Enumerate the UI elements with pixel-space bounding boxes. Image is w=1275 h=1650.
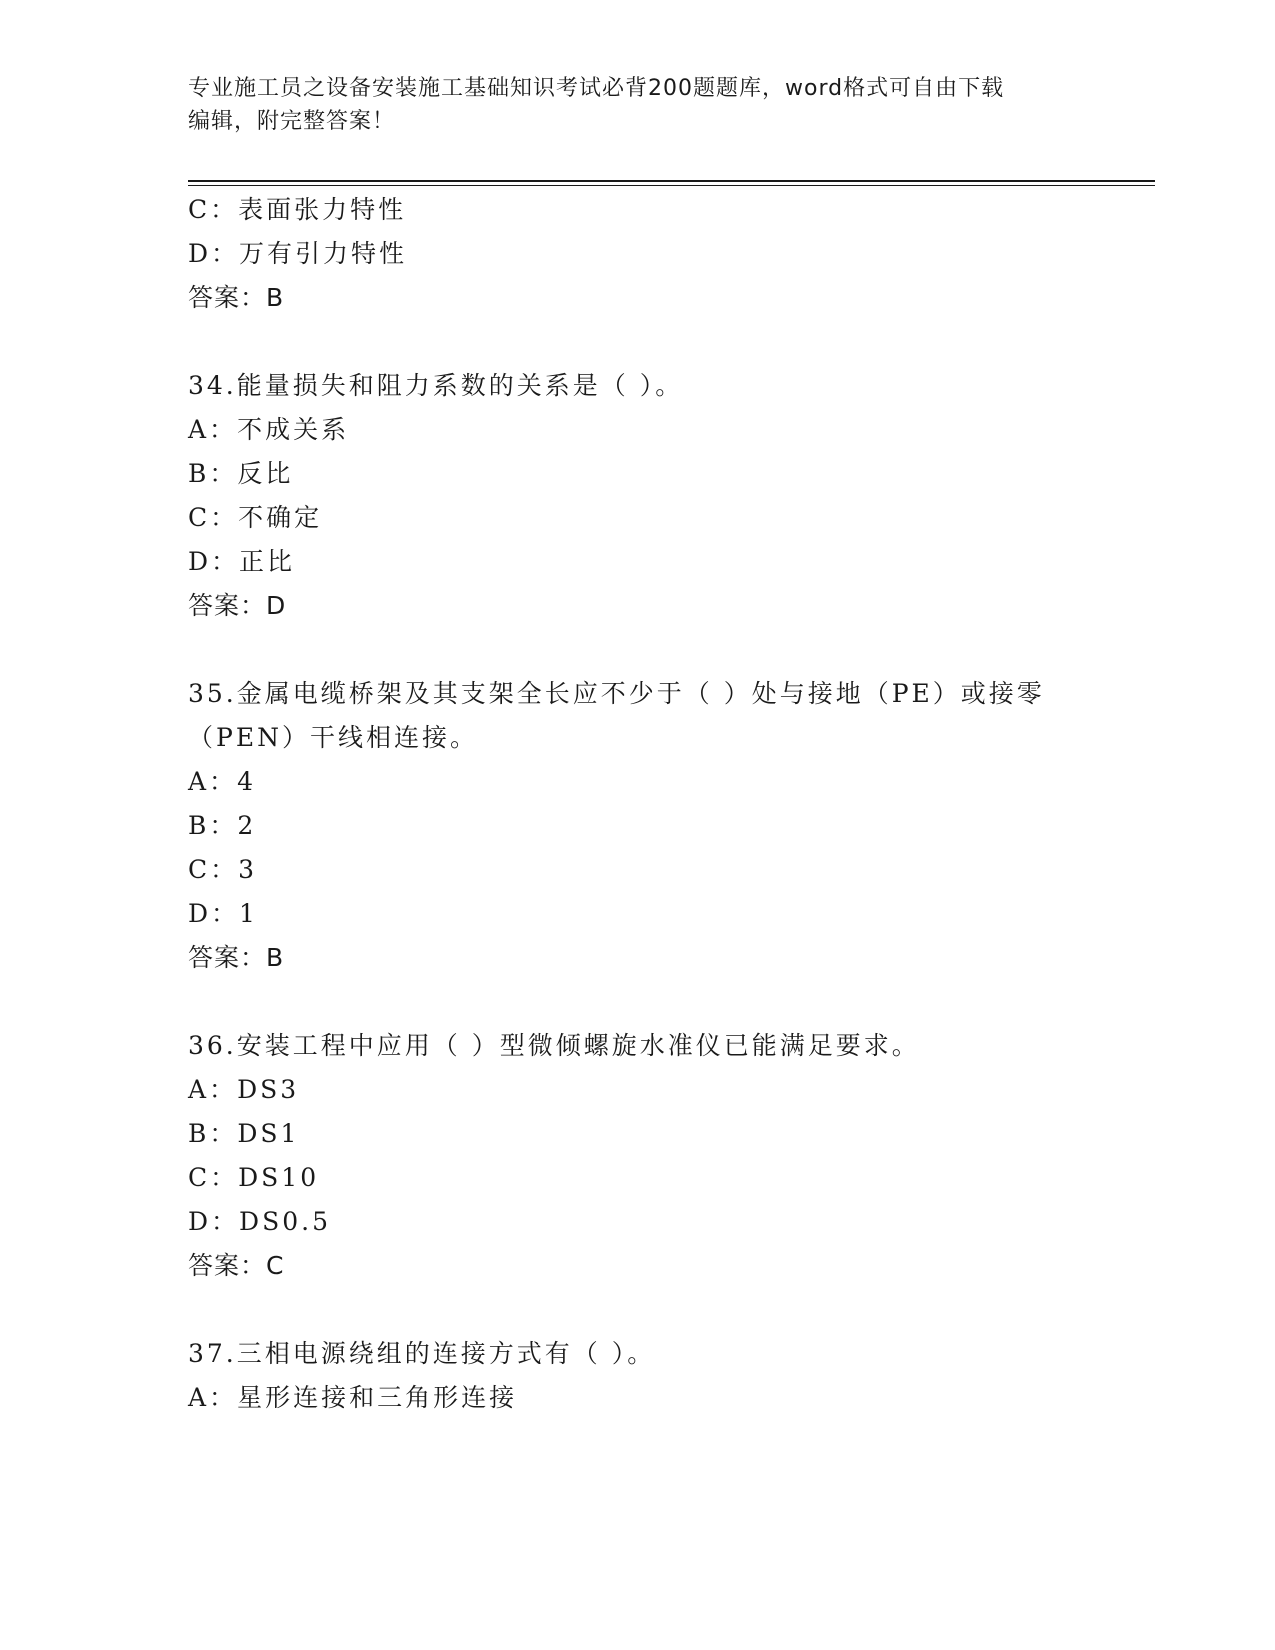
question-stem: 37.三相电源绕组的连接方式有（ ）。 (188, 1339, 656, 1368)
option-d: D：DS0.5 (188, 1207, 331, 1236)
option-c: C：不确定 (188, 503, 323, 532)
option-b: B：DS1 (188, 1119, 300, 1148)
option-a: A：不成关系 (188, 415, 350, 444)
option-c: C：表面张力特性 (188, 195, 407, 224)
answer-line: 答案：C (188, 1251, 285, 1280)
option-b: B：2 (188, 811, 257, 840)
answer-line: 答案：B (188, 943, 285, 972)
option-a: A：4 (188, 767, 256, 796)
header-line-1: 专业施工员之设备安装施工基础知识考试必背200题题库，word格式可自由下载 (188, 76, 1005, 101)
question-stem: 34.能量损失和阻力系数的关系是（ ）。 (188, 371, 684, 400)
answer-line: 答案：B (188, 283, 285, 312)
question-stem: 35.金属电缆桥架及其支架全长应不少于（ ）处与接地（PE）或接零 (188, 679, 1045, 708)
option-a: A：星形连接和三角形连接 (188, 1383, 518, 1412)
header-divider (188, 180, 1155, 182)
option-c: C：DS10 (188, 1163, 320, 1192)
header-divider-thin (188, 185, 1155, 186)
answer-line: 答案：D (188, 591, 287, 620)
option-d: D：正比 (188, 547, 296, 576)
option-d: D：1 (188, 899, 258, 928)
option-a: A：DS3 (188, 1075, 300, 1104)
option-b: B：反比 (188, 459, 294, 488)
question-stem-continued: （PEN）干线相连接。 (188, 723, 478, 752)
option-c: C：3 (188, 855, 258, 884)
header-line-2: 编辑，附完整答案！ (188, 109, 396, 134)
option-d: D：万有引力特性 (188, 239, 408, 268)
document-header (188, 72, 1088, 138)
question-stem: 36.安装工程中应用（ ）型微倾螺旋水准仪已能满足要求。 (188, 1031, 920, 1060)
